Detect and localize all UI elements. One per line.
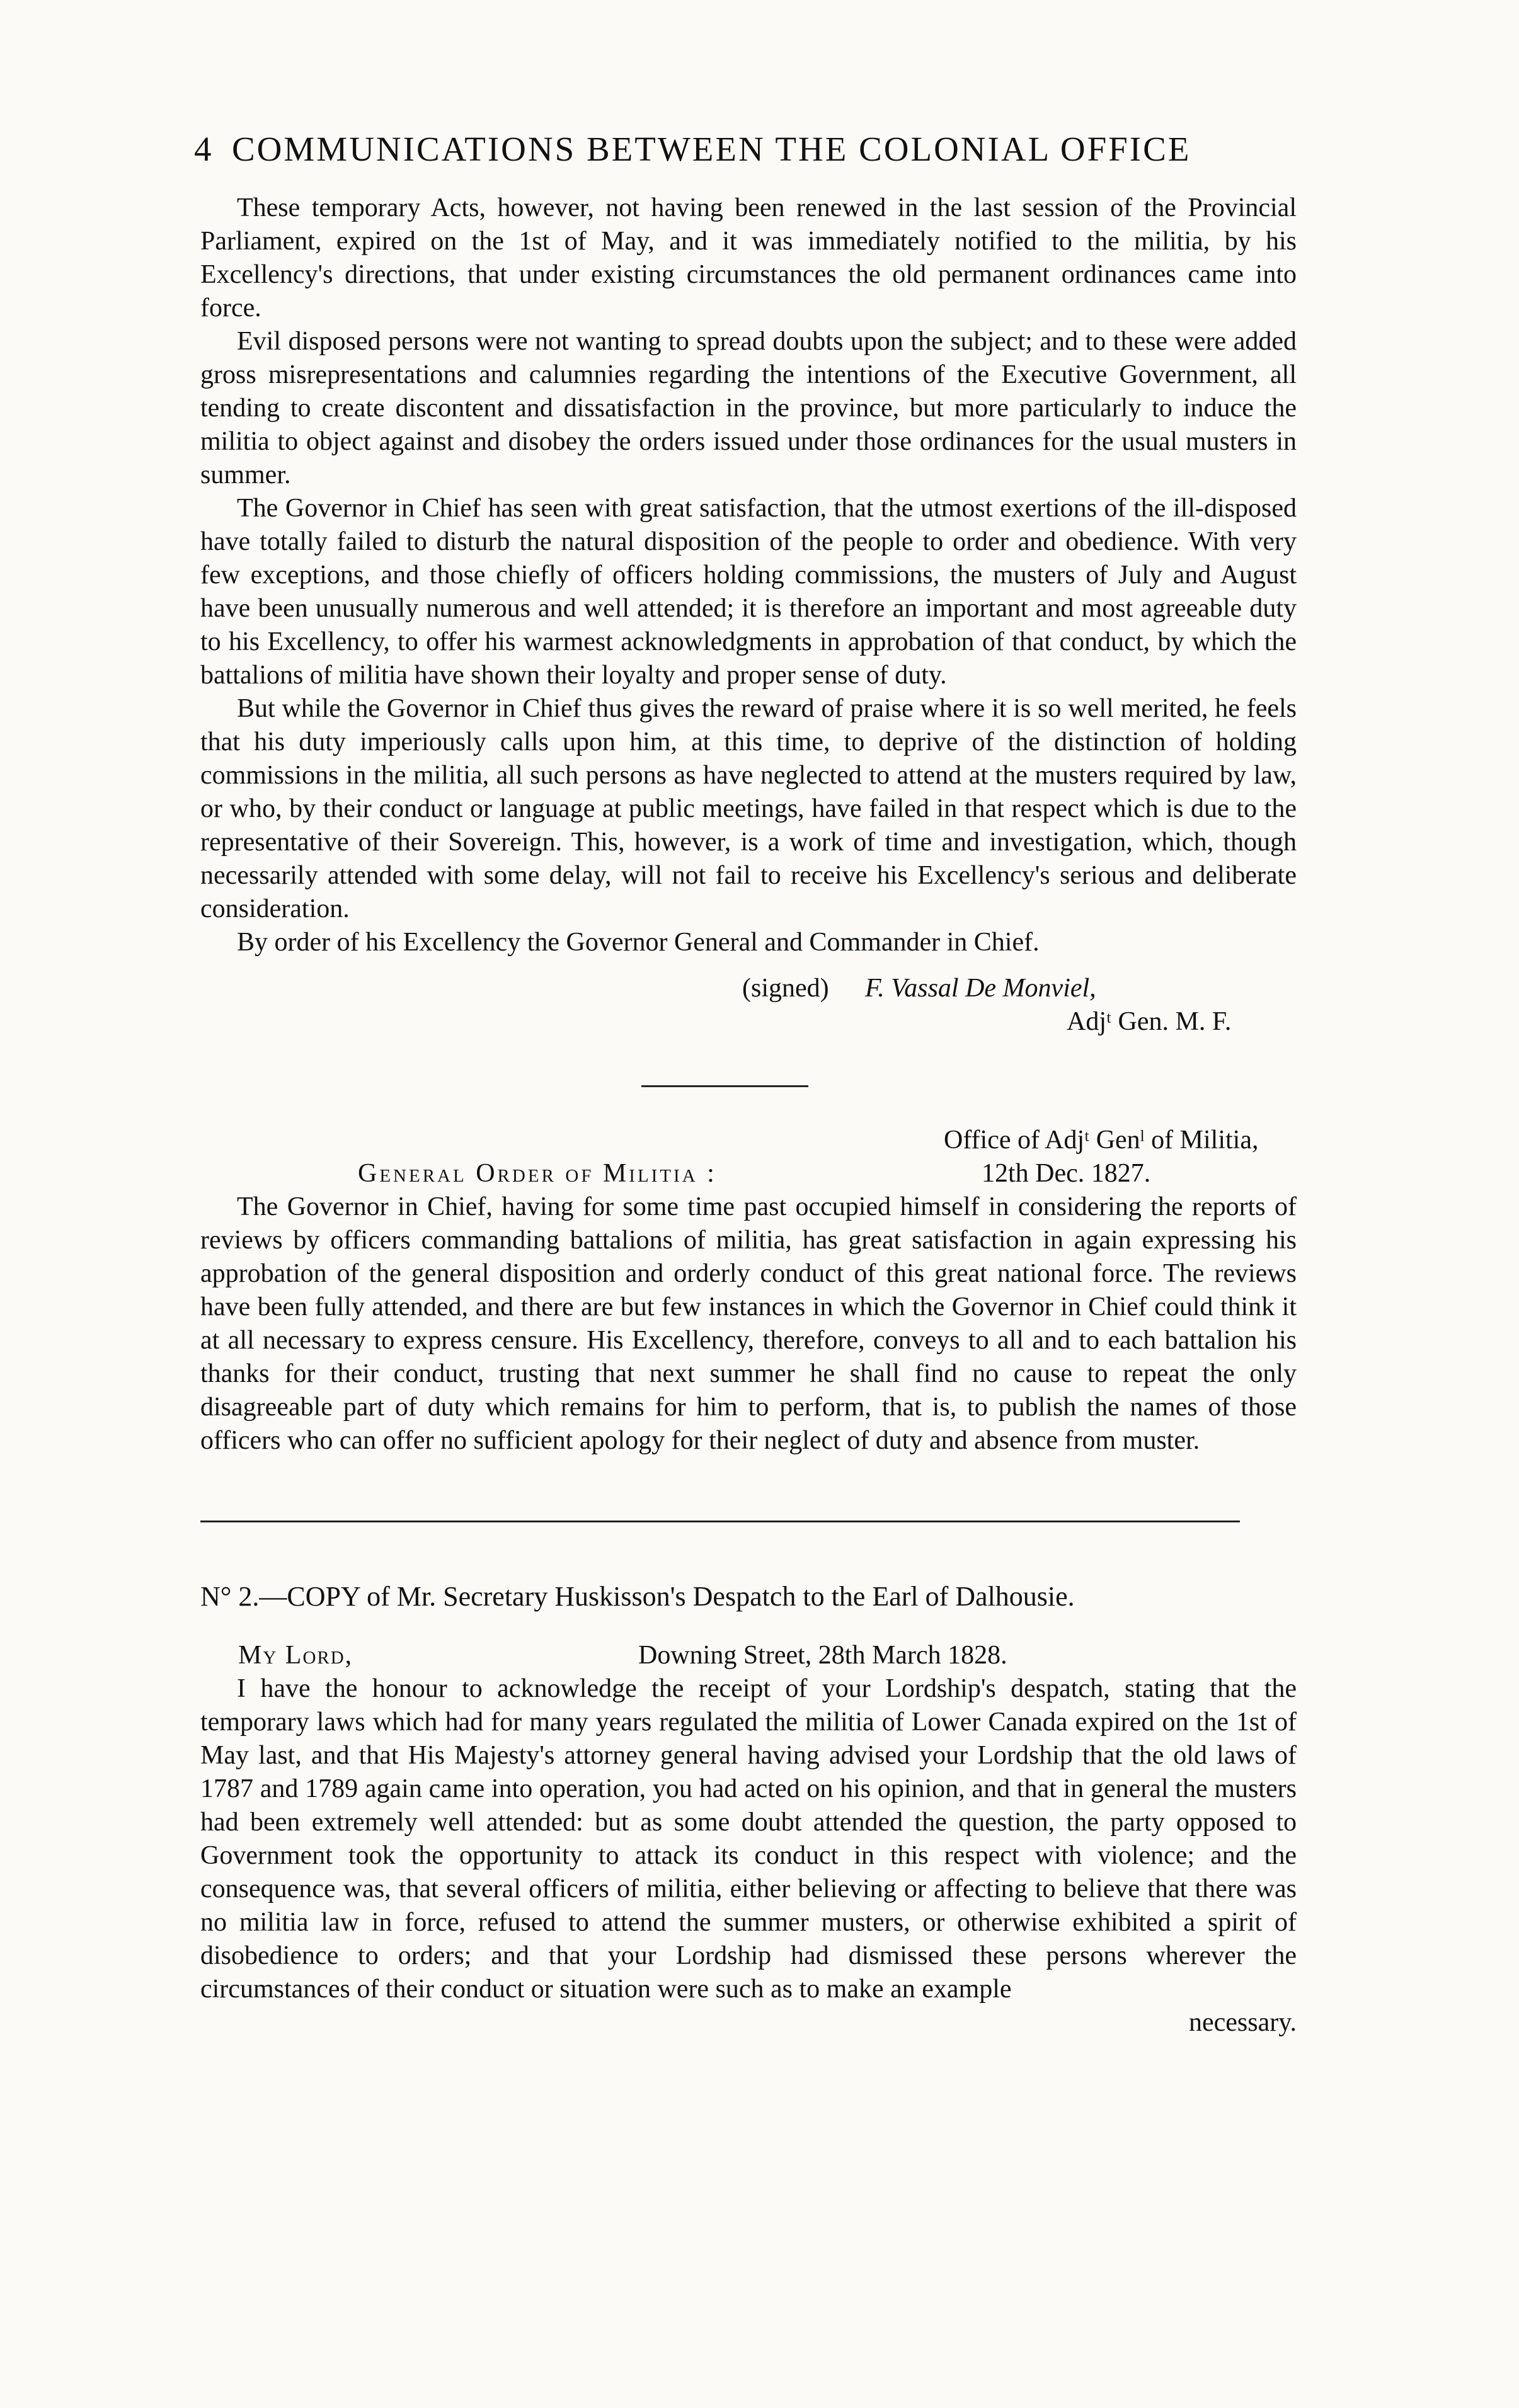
order-office: Office of Adjᵗ Genˡ of Militia, (944, 1126, 1259, 1155)
paragraph-3: The Governor in Chief has seen with great satisfaction, that the utmost exertions of the ill-disposed have totally failed to disturb the natural disposition of the people to order and obedience. With very few exceptions, and those chiefly of officers holding commissions, the musters of July and August have been unusually numerous and well attended; it is therefore an important and most agreeable duty to his Excellency, to offer his warmest acknowledgments in approbation of that conduct, by which the battalions of militia have shown their loyalty and proper sense of duty. (200, 494, 1297, 690)
page-number: 4 (194, 130, 213, 168)
running-head: COMMUNICATIONS BETWEEN THE COLONIAL OFFICE (232, 130, 1191, 168)
despatch-text: I have the honour to acknowledge the receipt of your Lordship's despatch, stating that the temporary laws which had for many years regulated the militia of Lower Canada expired on the 1st of May last, and that His Majesty's attorney general having advised your Lordship that the old laws of 1787 and 1789 again came into operation, you had acted on his opinion, and that in general the musters had been extremely well attended: but as some doubt attended the question, the party opposed to Government took the opportunity to attack its conduct in this respect with violence; and the consequence was, that several officers of militia, either believing or affecting to believe that there was no militia law in force, refused to attend the summer musters, or otherwise exhibited a spirit of disobedience to orders; and that your Lordship had dismissed these persons wherever the circumstances of their conduct or situation were such as to make an example (200, 1674, 1297, 2004)
signature-block (200, 972, 1297, 1039)
section-divider-short (641, 1085, 808, 1087)
general-order-text: The Governor in Chief, having for some time past occupied himself in considering the reports of reviews by officers commanding battalions of militia, has great satisfaction in again expressing his approbation of the general disposition and orderly conduct of this great national force. The reviews have been fully attended, and there are but few instances in which the Governor in Chief could think it at all necessary to express censure. His Excellency, therefore, conveys to all and to each battalion his thanks for their conduct, trusting that next summer he shall find no cause to repeat the only disagreeable part of duty which remains for him to perform, that is, to publish the names of those officers who can offer no sufficient apology for their neglect of duty and absence from muster. (200, 1192, 1297, 1455)
despatch-salutation-row (200, 1639, 1297, 1672)
paragraph-4: But while the Governor in Chief thus gives the reward of praise where it is so well merited, he feels that his duty imperiously calls upon him, at this time, to deprive of the distinction of holding commissions in the militia, all such persons as have neglected to attend at the musters required by law, or who, by their conduct or language at public meetings, have failed in that respect which is due to the representative of their Sovereign. This, however, is a work of time and investigation, which, though necessarily attended with some delay, will not fail to receive his Excellency's serious and deliberate consideration. (200, 694, 1297, 923)
section-divider-long (200, 1521, 1240, 1522)
paragraph-1: These temporary Acts, however, not having been renewed in the last session of the Provincial Parliament, expired on the 1st of May, and it was immediately notified to the militia, by his Excellency's directions, that under existing circumstances the old permanent ordinances came into force. (200, 193, 1297, 322)
despatch-title: N° 2.—COPY of Mr. Secretary Huskisson's Despatch to the Earl of Dalhousie. (200, 1581, 1075, 1612)
catchword: necessary. (1188, 2008, 1297, 2037)
signatory-name: F. Vassal De Monviel, (865, 974, 1096, 1003)
paragraph-5: By order of his Excellency the Governor General and Commander in Chief. (237, 928, 1040, 957)
order-date: 12th Dec. 1827. (982, 1159, 1151, 1188)
salutation: My Lord, (238, 1641, 353, 1670)
order-title: General Order of Militia : (358, 1159, 717, 1188)
document-page (194, 129, 1297, 2040)
paragraph-2: Evil disposed persons were not wanting to spread doubts upon the subject; and to these were added gross misrepresentations and calumnies regarding the intentions of the Executive Government, all tending to create discontent and dissatisfaction in the province, but more particularly to induce the militia to object against and disobey the orders issued under those ordinances for the usual musters in summer. (200, 327, 1297, 489)
signed-label: (signed) (742, 974, 829, 1003)
signatory-title: Adjᵗ Gen. M. F. (1067, 1007, 1232, 1036)
page-header (194, 129, 1297, 169)
place-date: Downing Street, 28th March 1828. (638, 1641, 1007, 1670)
general-order-heading (200, 1124, 1297, 1190)
